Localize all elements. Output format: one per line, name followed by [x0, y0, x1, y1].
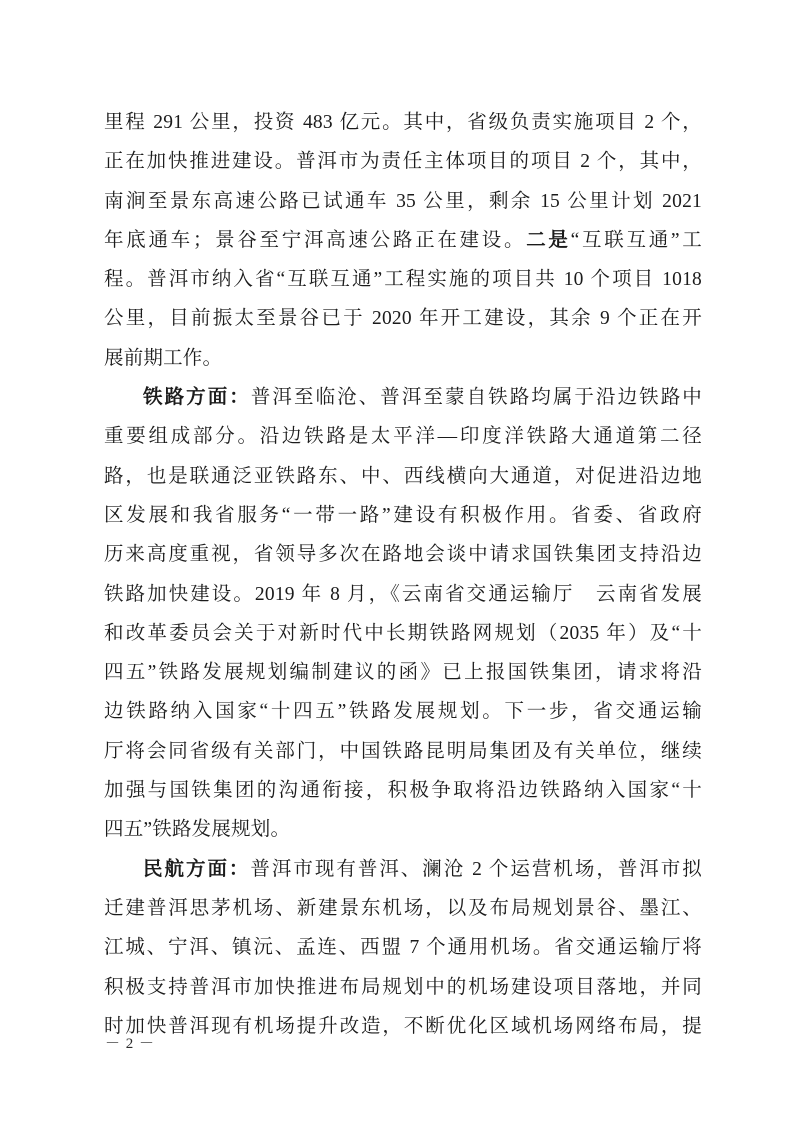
- text-line: [104, 732, 702, 771]
- text-line: [104, 692, 702, 731]
- body-text: 边铁路纳入国家“十四五”铁路发展规划。下一步，省交通运输: [104, 701, 702, 723]
- text-line: [104, 339, 702, 378]
- paragraph-railway: [104, 378, 702, 850]
- page-number: － 2 －: [105, 1036, 156, 1052]
- body-text: 历来高度重视，省领导多次在路地会谈中请求国铁集团支持沿边: [104, 544, 702, 566]
- text-line: [104, 575, 702, 614]
- emphasis-text: 民航方面：: [143, 858, 251, 880]
- text-line: [104, 378, 702, 417]
- emphasis-text: 二是: [526, 229, 571, 251]
- body-text: 铁路加快建设。2019 年 8 月，《云南省交通运输厅 云南省发展: [104, 583, 702, 605]
- body-text: “互联互通”工: [570, 229, 702, 251]
- text-line: [104, 653, 702, 692]
- text-line: [104, 889, 702, 928]
- body-text: 区发展和我省服务“一带一路”建设有积极作用。省委、省政府: [104, 504, 702, 526]
- body-text: 展前期工作。: [104, 347, 223, 369]
- text-line: [104, 417, 702, 456]
- body-text: 正在加快推进建设。普洱市为责任主体项目的项目 2 个，其中，: [104, 151, 702, 173]
- text-line: [104, 496, 702, 535]
- body-text: 江城、宁洱、镇沅、孟连、西盟 7 个通用机场。省交通运输厅将: [104, 937, 702, 959]
- text-line: [104, 457, 702, 496]
- body-text: 路，也是联通泛亚铁路东、中、西线横向大通道，对促进沿边地: [104, 465, 702, 487]
- text-line: [104, 1007, 702, 1046]
- body-text: 重要组成部分。沿边铁路是太平洋—印度洋铁路大通道第二径: [104, 426, 702, 448]
- body-text: 普洱市现有普洱、澜沧 2 个运营机场，普洱市拟: [250, 858, 702, 880]
- body-text: 四五”铁路发展规划。: [104, 819, 291, 841]
- paragraph-civil-aviation: [104, 850, 702, 1046]
- body-text: 公里，目前振太至景谷已于 2020 年开工建设，其余 9 个正在开: [104, 308, 702, 330]
- paragraph-highway: [104, 103, 702, 378]
- text-line: [104, 850, 702, 889]
- emphasis-text: 铁路方面：: [143, 387, 251, 409]
- text-line: [104, 299, 702, 338]
- body-text: 里程 291 公里，投资 483 亿元。其中，省级负责实施项目 2 个，: [104, 112, 702, 133]
- text-line: [104, 260, 702, 299]
- body-text: 加强与国铁集团的沟通衔接，积极争取将沿边铁路纳入国家“十: [104, 780, 702, 802]
- text-line: [104, 614, 702, 653]
- body-text: 积极支持普洱市加快推进布局规划中的机场建设项目落地，并同: [104, 976, 702, 998]
- body-text: 程。普洱市纳入省“互联互通”工程实施的项目共 10 个项目 1018: [104, 269, 702, 291]
- text-line: [104, 221, 702, 260]
- body-text: 普洱至临沧、普洱至蒙自铁路均属于沿边铁路中: [250, 387, 702, 409]
- body-text: 年底通车；景谷至宁洱高速公路正在建设。: [104, 229, 527, 251]
- body-text: 厅将会同省级有关部门，中国铁路昆明局集团及有关单位，继续: [104, 740, 702, 762]
- text-line: [104, 968, 702, 1007]
- text-line: [104, 771, 702, 810]
- text-line: [104, 182, 702, 221]
- body-text: 四五”铁路发展规划编制建议的函》已上报国铁集团，请求将沿: [104, 662, 702, 684]
- text-line: [104, 535, 702, 574]
- body-text: 南涧至景东高速公路已试通车 35 公里，剩余 15 公里计划 2021: [104, 190, 702, 212]
- text-line: [104, 928, 702, 967]
- body-text: 迁建普洱思茅机场、新建景东机场，以及布局规划景谷、墨江、: [104, 897, 702, 919]
- document-body: [104, 103, 702, 1046]
- text-line: [104, 103, 702, 142]
- text-line: [104, 810, 702, 849]
- text-line: [104, 142, 702, 181]
- body-text: 和改革委员会关于对新时代中长期铁路网规划（2035 年）及“十: [104, 622, 702, 644]
- body-text: 时加快普洱现有机场提升改造，不断优化区域机场网络布局，提: [104, 1015, 702, 1037]
